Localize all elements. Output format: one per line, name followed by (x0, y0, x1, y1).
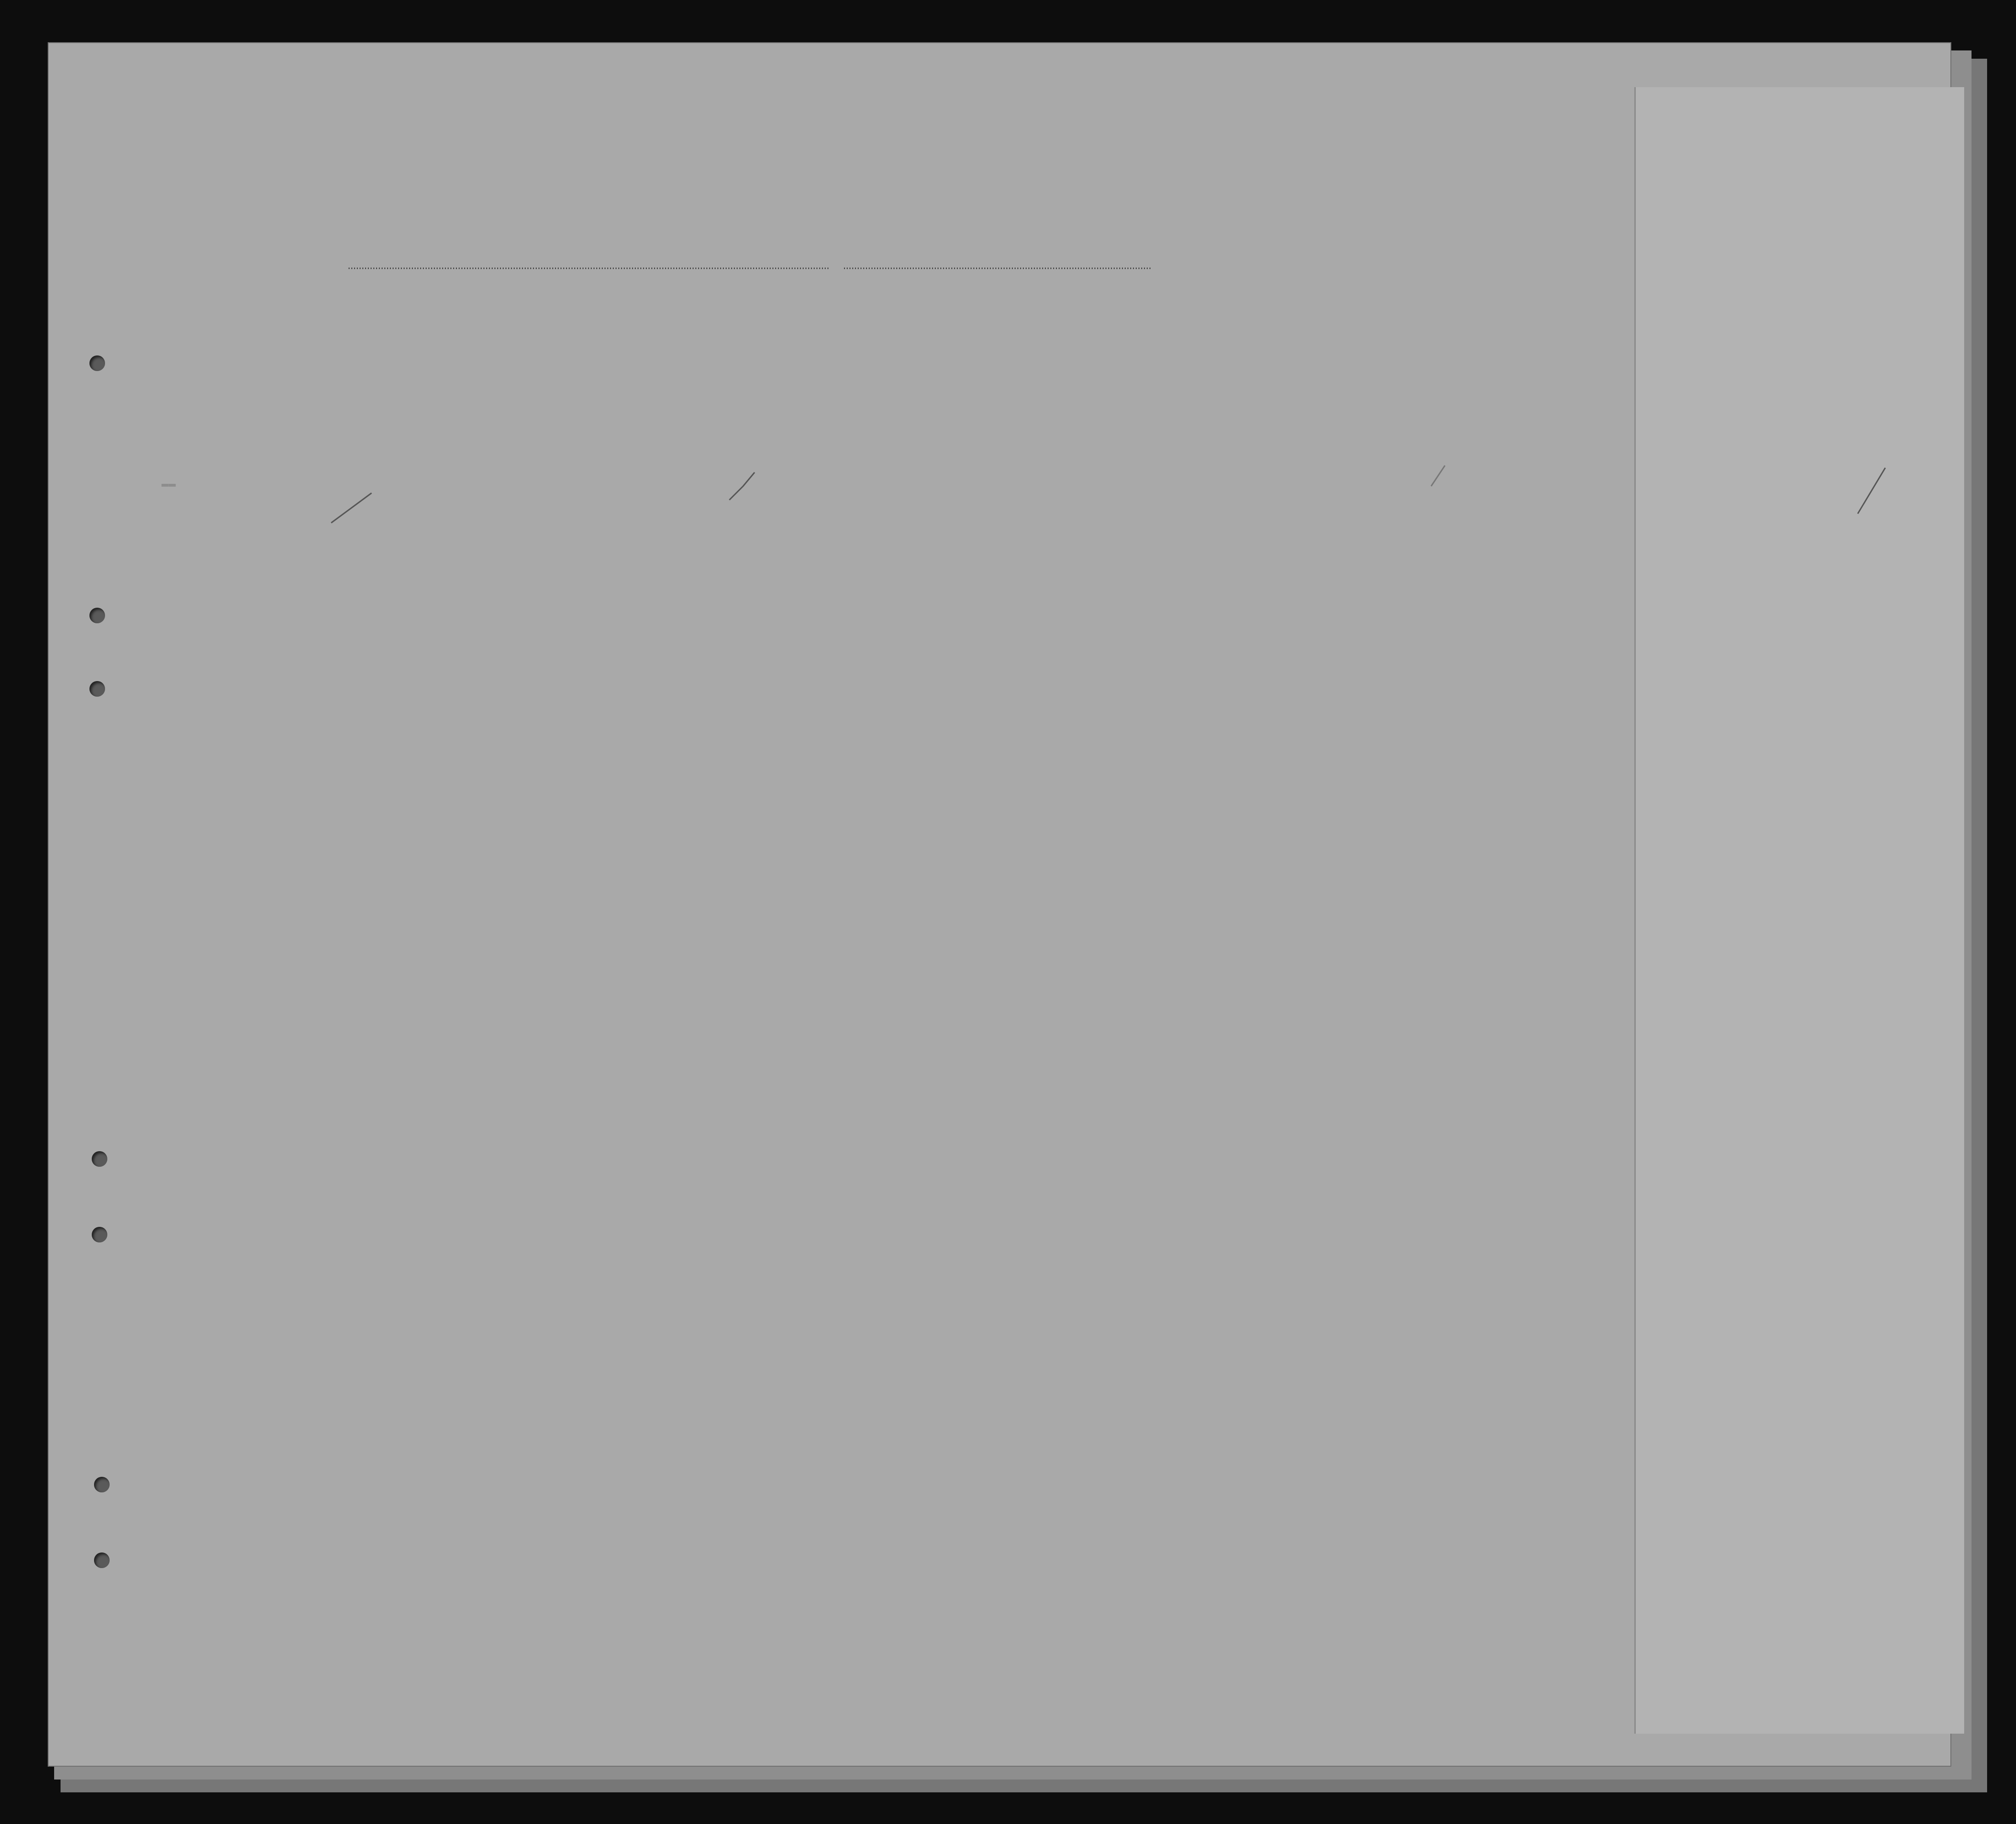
faint-overtype: ▬▬ (161, 477, 176, 491)
check-marks (0, 0, 2016, 596)
binding-hole (92, 1151, 107, 1167)
binding-hole (89, 355, 105, 371)
binding-hole (89, 608, 105, 623)
binding-hole (94, 1477, 110, 1492)
binding-hole (89, 681, 105, 697)
binding-hole (92, 1227, 107, 1242)
binding-hole (94, 1552, 110, 1568)
